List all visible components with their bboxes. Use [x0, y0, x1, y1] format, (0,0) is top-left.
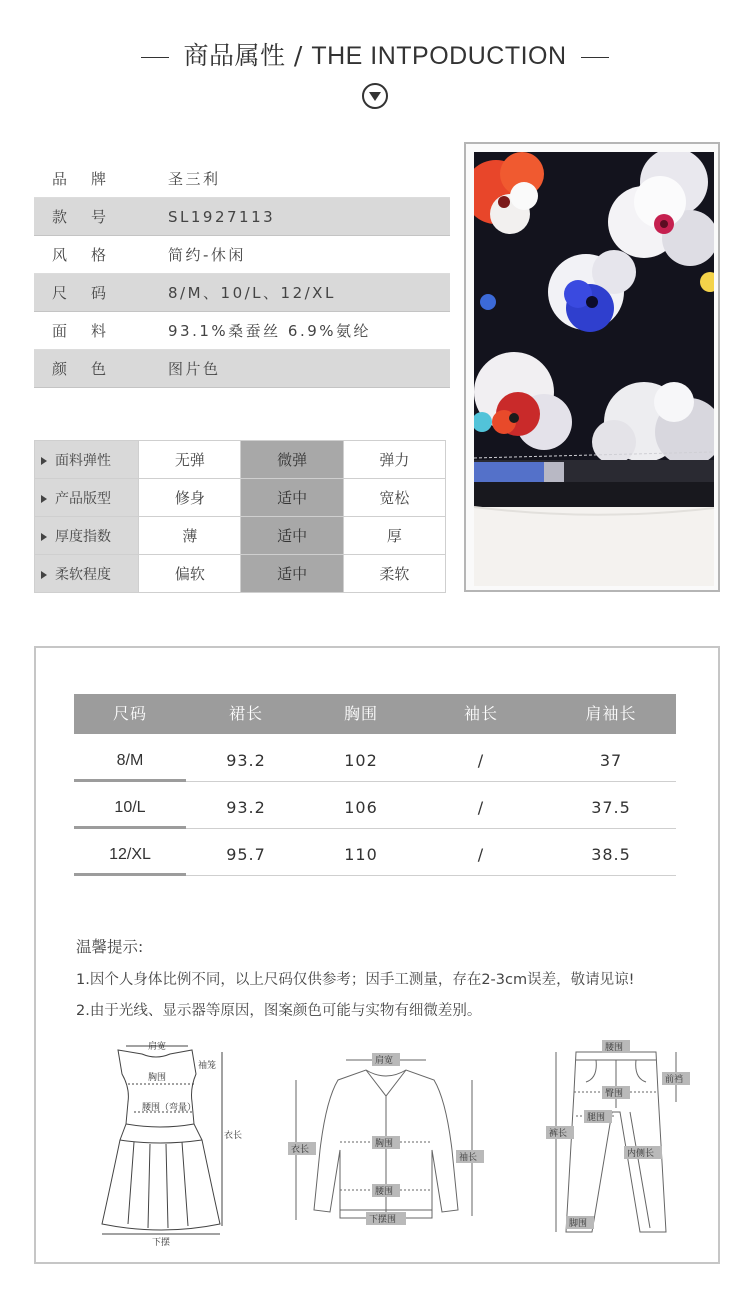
triangle-right-icon	[41, 495, 47, 503]
feel-option: 薄	[139, 517, 241, 555]
size-header-cell: 袖长	[463, 704, 498, 723]
feel-row	[35, 555, 446, 593]
size-table-row	[74, 789, 676, 829]
feel-label-text: 产品版型	[55, 490, 111, 507]
dress-label-length: 衣长	[224, 1131, 242, 1141]
size-header-cell: 胸围	[343, 704, 378, 723]
size-cell: 37	[599, 751, 623, 770]
floral-fabric-image	[474, 152, 714, 586]
feel-label	[35, 441, 139, 479]
fabric-photo	[464, 142, 720, 592]
dress-label-shoulder: 肩宽	[148, 1042, 167, 1052]
tips-line-1: 1.因个人身体比例不同，以上尺码仅供参考；因手工测量，存在2-3cm误差，敬请见谅!	[76, 972, 635, 988]
title-left-dash	[141, 57, 169, 58]
size-header-cell: 裙长	[228, 704, 263, 723]
feel-option: 厚	[343, 517, 445, 555]
tips-title: 温馨提示:	[76, 938, 144, 956]
attribute-value: 图片色	[168, 360, 221, 378]
attribute-row	[34, 236, 450, 274]
size-header-cell: 肩袖长	[585, 704, 637, 723]
shirt-label-bust: 胸围	[375, 1139, 394, 1149]
dress-label-waist: 腰围（弯量）	[142, 1103, 197, 1113]
feel-option: 柔软	[343, 555, 445, 593]
size-tips	[76, 932, 634, 1027]
attribute-key: 款号	[52, 208, 131, 226]
feel-label-text: 厚度指数	[55, 528, 111, 545]
size-cell: 93.2	[226, 798, 266, 817]
feel-option: 修身	[139, 479, 241, 517]
feel-option: 弹力	[343, 441, 445, 479]
feel-option-selected: 适中	[241, 517, 343, 555]
attribute-row	[34, 274, 450, 312]
size-cell: 8/M	[74, 742, 186, 782]
size-cell: 38.5	[591, 845, 631, 864]
size-cell: 12/XL	[74, 836, 186, 876]
size-table-row	[74, 742, 676, 782]
shirt-label-waist: 腰围	[375, 1187, 394, 1197]
size-cell: /	[477, 845, 485, 864]
feel-option: 偏软	[139, 555, 241, 593]
feel-label	[35, 517, 139, 555]
attribute-row	[34, 160, 450, 198]
feel-option-selected: 适中	[241, 479, 343, 517]
feel-label	[35, 555, 139, 593]
feel-option: 宽松	[343, 479, 445, 517]
attribute-value: 8/M、10/L、12/XL	[168, 284, 336, 302]
feel-label	[35, 479, 139, 517]
pants-label-waist: 腰围	[605, 1043, 624, 1053]
shirt-measure-diagram	[286, 1040, 486, 1240]
size-chart-panel	[34, 646, 720, 1264]
pants-label-hip: 臀围	[605, 1089, 624, 1099]
feel-row	[35, 479, 446, 517]
size-cell: 110	[344, 845, 378, 864]
size-cell: 95.7	[226, 845, 266, 864]
shirt-label-hem: 下摆围	[369, 1215, 397, 1225]
size-cell: 10/L	[74, 789, 186, 829]
size-cell: /	[477, 751, 485, 770]
dress-label-hem: 下摆	[152, 1238, 171, 1248]
section-title	[0, 36, 750, 72]
pants-label-thigh: 腿围	[587, 1113, 606, 1123]
size-cell: /	[477, 798, 485, 817]
title-cn: 商品属性	[183, 41, 286, 70]
attribute-key: 风格	[52, 246, 131, 264]
pants-measure-diagram	[546, 1032, 696, 1242]
attribute-table	[34, 160, 450, 388]
size-cell: 106	[344, 798, 378, 817]
feel-label-text: 面料弹性	[55, 452, 111, 469]
attribute-key: 品牌	[52, 170, 131, 188]
feel-label-text: 柔软程度	[55, 566, 111, 583]
shirt-label-sleeve: 袖长	[459, 1153, 478, 1163]
dress-label-armhole: 袖笼	[198, 1061, 217, 1071]
size-cell: 93.2	[226, 751, 266, 770]
feel-row	[35, 441, 446, 479]
attribute-value: 圣三利	[168, 170, 221, 188]
attribute-row	[34, 350, 450, 388]
shirt-label-length: 衣长	[291, 1145, 310, 1155]
size-table-row	[74, 836, 676, 876]
attribute-value: 93.1%桑蚕丝 6.9%氨纶	[168, 322, 372, 340]
chevron-down-circle-icon	[362, 83, 388, 109]
feel-row	[35, 517, 446, 555]
attribute-row	[34, 312, 450, 350]
feel-option: 无弹	[139, 441, 241, 479]
pants-label-front-rise: 前裆	[665, 1075, 684, 1085]
triangle-right-icon	[41, 533, 47, 541]
pants-label-inseam: 内侧长	[627, 1149, 655, 1159]
fabric-feel-table	[34, 440, 446, 593]
size-cell: 37.5	[591, 798, 631, 817]
feel-option-selected: 微弹	[241, 441, 343, 479]
dress-label-bust: 胸围	[148, 1073, 167, 1083]
size-cell: 102	[344, 751, 378, 770]
size-header-cell: 尺码	[112, 704, 147, 723]
shirt-label-shoulder: 肩宽	[375, 1056, 394, 1066]
feel-option-selected: 适中	[241, 555, 343, 593]
attribute-row	[34, 198, 450, 236]
title-right-dash	[581, 57, 609, 58]
pants-label-leg-opening: 脚围	[569, 1219, 588, 1229]
pants-label-outseam: 裤长	[549, 1129, 568, 1139]
attribute-key: 颜色	[52, 360, 131, 378]
title-en: THE INTPODUCTION	[311, 42, 567, 70]
size-table-header	[74, 694, 676, 734]
triangle-right-icon	[41, 457, 47, 465]
attribute-key: 尺码	[52, 284, 131, 302]
dress-measure-diagram	[62, 1038, 242, 1248]
attribute-value: 简约-休闲	[168, 246, 246, 264]
tips-line-2: 2.由于光线、显示器等原因，图案颜色可能与实物有细微差别。	[76, 1003, 482, 1019]
attribute-key: 面料	[52, 322, 131, 340]
attribute-value: SL1927113	[168, 208, 276, 226]
triangle-right-icon	[41, 571, 47, 579]
title-separator: /	[293, 41, 303, 70]
